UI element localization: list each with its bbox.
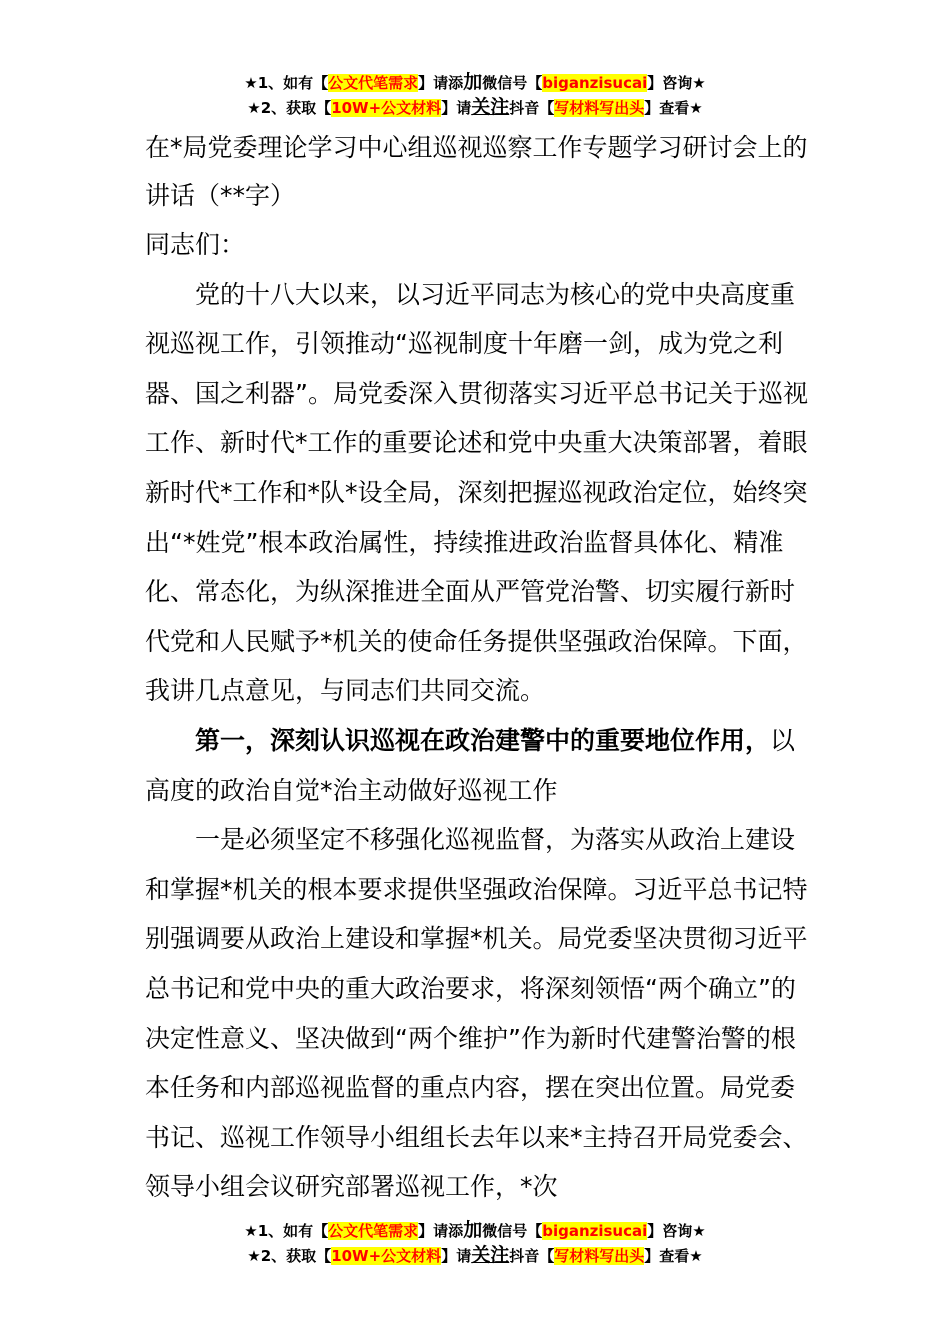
section-heading-1 [145,716,810,815]
section-heading-lead: 第一，深刻认识巡视在政治建警中的重要地位作用， [195,725,771,755]
document-title: 在*局党委理论学习中心组巡视巡察工作专题学习研讨会上的讲话（**字） [145,133,808,210]
banner-highlight: 10W+公文材料 [331,99,442,117]
banner-line-2: ★2、获取【10W+公文材料】请关注抖音【写材料写出头】查看★ [247,96,703,118]
banner-highlight: 写材料写出头 [554,1247,645,1265]
banner-line-2: ★2、获取【10W+公文材料】请关注抖音【写材料写出头】查看★ [247,1244,703,1266]
banner-line-1: ★1、如有【公文代笔需求】请添加微信号【biganzisucai】咨询★ [244,1219,706,1241]
banner-highlight: 10W+公文材料 [331,1247,442,1265]
banner-highlight: biganzisucai [542,1222,648,1240]
banner-highlight: 公文代笔需求 [328,74,419,92]
banner-highlight: 写材料写出头 [554,99,645,117]
salutation: 同志们： [145,230,246,259]
banner-highlight: 公文代笔需求 [328,1222,419,1240]
paragraph: 一是必须坚定不移强化巡视监督，为落实从政治上建设和掌握*机关的根本要求提供坚强政治保障。习近平总书记特别强调要从政治上建设和掌握*机关。局党委坚决贯彻习近平总书记和党中央的重大政治要求，将深刻领悟“两个确立”的决定性意义、坚决做到“两个维护”作为新时代建警治警的根本任务和内部巡视监督的重点内容，摆在突出位置。局党委书记、巡视工作领导小组组长去年以来*主持召开局党委会、领导小组会议研究部署巡视工作，*次 [145,825,808,1202]
banner-highlight: biganzisucai [542,74,648,92]
document-body [145,124,810,1212]
banner-line-1: ★1、如有【公文代笔需求】请添加微信号【biganzisucai】咨询★ [244,71,706,93]
section-heading-rest: 以高度的政治自觉*治主动做好巡视工作 [145,725,796,805]
footer-banner [0,1218,950,1268]
paragraph: 党的十八大以来，以习近平同志为核心的党中央高度重视巡视工作，引领推动“巡视制度十年磨一剑，成为党之利器、国之利器”。局党委深入贯彻落实习近平总书记关于巡视工作、新时代*工作的重要论述和党中央重大决策部署，着眼新时代*工作和*队*设全局，深刻把握巡视政治定位，始终突出“*姓党”根本政治属性，持续推进政治监督具体化、精准化、常态化，为纵深推进全面从严管党治警、切实履行新时代党和人民赋予*机关的使命任务提供坚强政治保障。下面，我讲几点意见，与同志们共同交流。 [145,279,808,706]
header-banner [0,70,950,120]
